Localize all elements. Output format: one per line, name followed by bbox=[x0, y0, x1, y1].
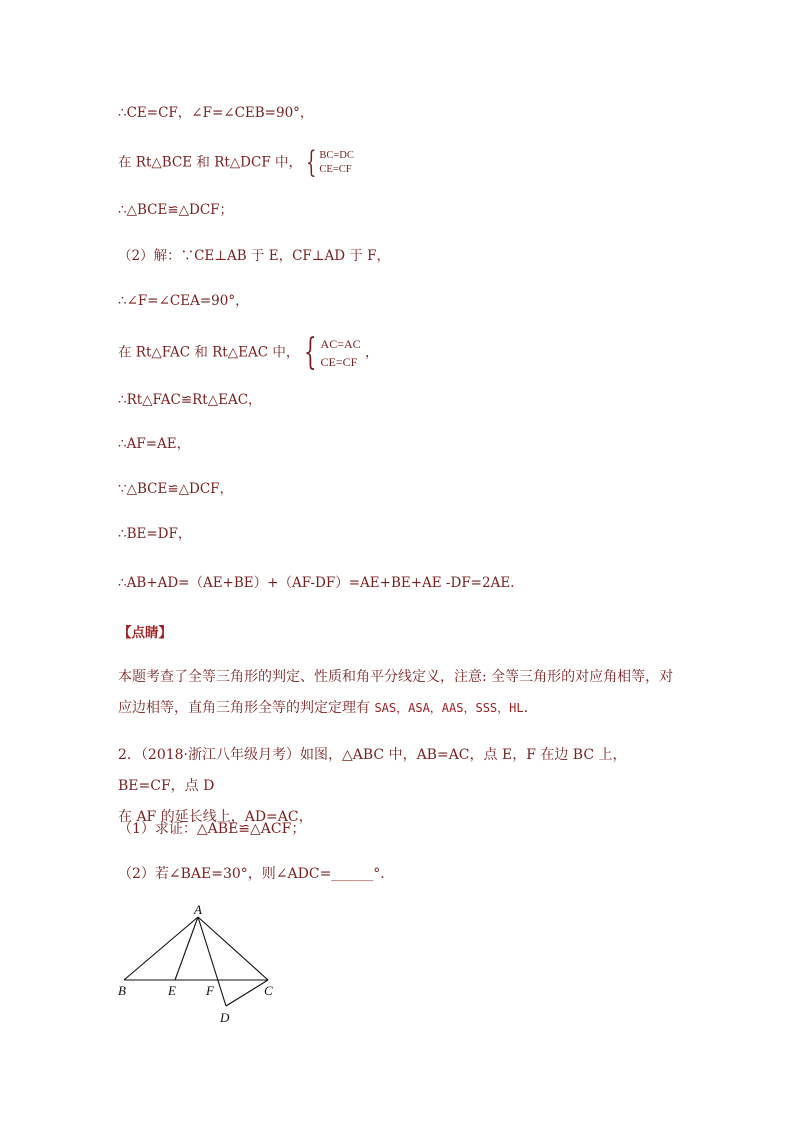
solution-line-5: ∴∠F=∠CEA=90°， bbox=[118, 293, 249, 309]
solution-line-10: ∴BE=DF， bbox=[118, 526, 192, 542]
problem-2-line-1: 2．（2018·浙江八年级月考）如图，△ABC 中，AB=AC，点 E，F 在边 BC 上，BE=CF，点 D bbox=[118, 747, 627, 794]
solution-line-8: ∴AF=AE， bbox=[118, 436, 191, 452]
dianjing-text-line-2-pre: 应边相等，直角三角形全等的判定定理有 bbox=[118, 700, 375, 716]
equation-row: AC=AC bbox=[320, 337, 361, 351]
dianjing-text-line-1: 本题考查了全等三角形的判定、性质和角平分线定义，注意: 全等三角形的对应角相等，对 bbox=[118, 669, 674, 685]
theorem-list: SAS，ASA，AAS，SSS，HL bbox=[374, 701, 524, 715]
equation-system-rows bbox=[321, 335, 361, 371]
equation-row: CE=CF bbox=[319, 164, 352, 175]
dianjing-text-line-2 bbox=[118, 693, 678, 724]
brace-icon: { bbox=[303, 332, 317, 373]
problem-2-part-2: （2）若∠BAE=30°，则∠ADC=______°. bbox=[118, 866, 385, 882]
equation-system-rows bbox=[319, 149, 354, 177]
solution-line-9: ∵△BCE≌△DCF， bbox=[118, 481, 234, 497]
equation-system bbox=[303, 332, 361, 373]
label-d: D bbox=[220, 1010, 230, 1025]
solution-line-2-text: 在 Rt△BCE 和 Rt△DCF 中， bbox=[118, 154, 302, 171]
segment-ac bbox=[198, 917, 268, 980]
dianjing-heading: 【点睛】 bbox=[118, 625, 172, 641]
solution-line-6 bbox=[118, 332, 379, 373]
label-b: B bbox=[118, 983, 126, 998]
label-f: F bbox=[206, 983, 214, 998]
solution-line-7: ∴Rt△FAC≌Rt△EAC， bbox=[118, 392, 262, 408]
segment-ab bbox=[124, 917, 198, 980]
solution-line-6-text: 在 Rt△FAC 和 Rt△EAC 中， bbox=[118, 344, 300, 361]
solution-line-3: ∴△BCE≌△DCF； bbox=[118, 202, 234, 218]
equation-system bbox=[306, 145, 354, 180]
segment-dc bbox=[226, 980, 268, 1006]
equation-row: CE=CF bbox=[320, 355, 358, 369]
brace-icon: { bbox=[306, 145, 317, 180]
solution-line-4: （2）解：∵CE⊥AB 于 E，CF⊥AD 于 F， bbox=[118, 248, 390, 264]
label-e: E bbox=[168, 983, 176, 998]
solution-line-2 bbox=[118, 145, 354, 180]
segment-ae bbox=[175, 917, 198, 980]
problem-2-line-2: 在 AF 的延长线上，AD=AC， bbox=[118, 809, 313, 825]
dianjing-paragraph bbox=[118, 662, 678, 724]
dianjing-text-line-2-post: . bbox=[523, 700, 529, 716]
solution-line-6-comma: ， bbox=[364, 344, 379, 361]
solution-line-1: ∴CE=CF，∠F=∠CEB=90°， bbox=[118, 105, 314, 121]
label-a: A bbox=[194, 902, 202, 917]
label-c: C bbox=[264, 983, 273, 998]
equation-row: BC=DC bbox=[319, 150, 354, 161]
problem-2-part-1: （1）求证：△ABE≌△ACF； bbox=[118, 821, 306, 837]
solution-line-11: ∴AB+AD=（AE+BE）+（AF-DF）=AE+BE+AE -DF=2AE. bbox=[118, 575, 515, 591]
segment-ad bbox=[198, 917, 226, 1006]
